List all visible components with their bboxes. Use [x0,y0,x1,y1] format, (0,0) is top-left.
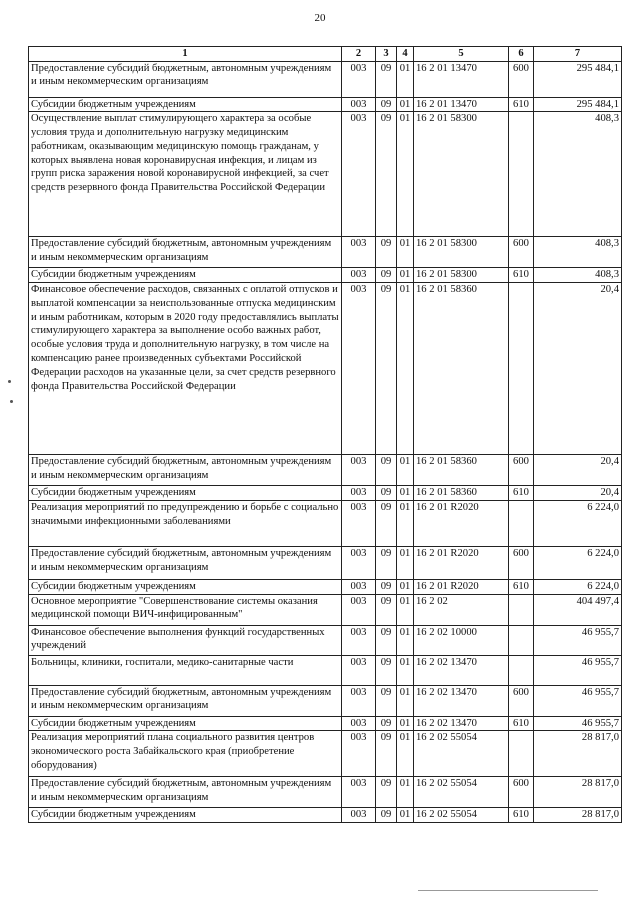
row-name: Субсидии бюджетным учреждениям [29,268,342,283]
row-code-subsection: 01 [397,685,414,716]
row-code-expense: 600 [509,546,534,579]
row-code-subsection: 01 [397,808,414,823]
row-name: Больницы, клиники, госпитали, медико-санитарные части [29,655,342,685]
row-code-target: 16 2 01 R2020 [414,579,509,594]
row-amount: 408,3 [534,112,622,237]
table-row [29,486,622,501]
row-code-section: 09 [376,625,397,655]
table-row [29,808,622,823]
table-row [29,112,622,237]
row-amount: 295 484,1 [534,97,622,112]
row-code-target: 16 2 02 13470 [414,655,509,685]
row-code-section: 09 [376,546,397,579]
scan-mark [8,380,11,383]
table-row [29,500,622,546]
row-amount: 20,4 [534,283,622,455]
row-code-admin: 003 [342,237,376,268]
row-code-section: 09 [376,97,397,112]
row-amount: 28 817,0 [534,808,622,823]
scan-mark [10,400,13,403]
row-code-expense [509,731,534,777]
row-code-target: 16 2 02 10000 [414,625,509,655]
table-body [29,61,622,823]
row-code-section: 09 [376,268,397,283]
table-row [29,594,622,625]
table-row [29,777,622,808]
row-code-section: 09 [376,731,397,777]
row-name: Предоставление субсидий бюджетным, автономным учреждениям и иным некоммерческим организациям [29,455,342,486]
row-code-section: 09 [376,455,397,486]
row-name: Субсидии бюджетным учреждениям [29,579,342,594]
row-name: Предоставление субсидий бюджетным, автономным учреждениям и иным некоммерческим организациям [29,237,342,268]
table-row [29,625,622,655]
row-code-expense: 610 [509,579,534,594]
row-amount: 295 484,1 [534,61,622,97]
header-col-7: 7 [534,47,622,62]
header-col-6: 6 [509,47,534,62]
row-code-admin: 003 [342,625,376,655]
row-code-target: 16 2 01 58300 [414,268,509,283]
row-code-subsection: 01 [397,546,414,579]
row-code-admin: 003 [342,268,376,283]
row-code-section: 09 [376,808,397,823]
row-name: Финансовое обеспечение расходов, связанных с оплатой отпусков и выплатой компенсации за неиспользованные отпуска медицинским и иным работникам, которым в 2020 году предоставлялись выплаты стимулирующего характера за выполнение особо важных работ, особые условия труда и дополнительную нагрузку, в том числе на компенсацию ранее произведенных субъектами Российской Федерации расходов на указанные цели, за счет средств резервного фонда Правительства Российской Федерации [29,283,342,455]
row-code-subsection: 01 [397,579,414,594]
row-code-section: 09 [376,237,397,268]
row-code-section: 09 [376,716,397,731]
row-code-expense [509,594,534,625]
row-code-admin: 003 [342,716,376,731]
row-code-expense [509,112,534,237]
row-code-admin: 003 [342,685,376,716]
row-code-admin: 003 [342,777,376,808]
row-name: Реализация мероприятий плана социального развития центров экономического роста Забайкальского края (приобретение оборудования) [29,731,342,777]
budget-table [28,46,622,823]
table-row [29,283,622,455]
row-code-subsection: 01 [397,716,414,731]
row-amount: 46 955,7 [534,655,622,685]
row-code-admin: 003 [342,546,376,579]
row-code-target: 16 2 01 58360 [414,283,509,455]
row-amount: 404 497,4 [534,594,622,625]
row-code-section: 09 [376,500,397,546]
row-name: Предоставление субсидий бюджетным, автономным учреждениям и иным некоммерческим организациям [29,777,342,808]
row-code-subsection: 01 [397,731,414,777]
row-amount: 20,4 [534,486,622,501]
table-header-row [29,47,622,62]
row-code-expense: 610 [509,268,534,283]
row-amount: 28 817,0 [534,731,622,777]
row-code-admin: 003 [342,579,376,594]
row-code-subsection: 01 [397,61,414,97]
table-row [29,455,622,486]
row-code-target: 16 2 01 13470 [414,97,509,112]
row-code-subsection: 01 [397,455,414,486]
row-amount: 28 817,0 [534,777,622,808]
row-code-subsection: 01 [397,112,414,237]
table-row [29,579,622,594]
row-amount: 408,3 [534,237,622,268]
row-code-target: 16 2 02 13470 [414,685,509,716]
row-code-target: 16 2 01 R2020 [414,500,509,546]
row-code-subsection: 01 [397,655,414,685]
row-name: Финансовое обеспечение выполнения функций государственных учреждений [29,625,342,655]
row-name: Предоставление субсидий бюджетным, автономным учреждениям и иным некоммерческим организациям [29,546,342,579]
row-amount: 6 224,0 [534,579,622,594]
row-code-target: 16 2 01 R2020 [414,546,509,579]
row-amount: 46 955,7 [534,716,622,731]
row-amount: 6 224,0 [534,500,622,546]
row-code-admin: 003 [342,112,376,237]
row-name: Основное мероприятие "Совершенствование системы оказания медицинской помощи ВИЧ-инфицированным" [29,594,342,625]
row-code-section: 09 [376,283,397,455]
row-code-subsection: 01 [397,237,414,268]
row-code-expense [509,625,534,655]
row-code-subsection: 01 [397,486,414,501]
row-code-expense [509,283,534,455]
row-code-section: 09 [376,112,397,237]
row-code-target: 16 2 01 58300 [414,237,509,268]
header-col-5: 5 [414,47,509,62]
table-row [29,685,622,716]
row-name: Осуществление выплат стимулирующего характера за особые условия труда и дополнительную нагрузку медицинским работникам, оказывающим медицинскую помощь гражданам, у которых выявлена новая коронавирусная инфекция, и лицам из групп риска заражения новой коронавирусной инфекцией, за счет средств резервного фонда Правительства Российской Федерации [29,112,342,237]
row-code-admin: 003 [342,594,376,625]
row-code-target: 16 2 01 58360 [414,455,509,486]
row-name: Предоставление субсидий бюджетным, автономным учреждениям и иным некоммерческим организациям [29,61,342,97]
row-code-section: 09 [376,777,397,808]
row-code-expense: 600 [509,455,534,486]
header-col-3: 3 [376,47,397,62]
row-code-section: 09 [376,579,397,594]
row-code-target: 16 2 01 58360 [414,486,509,501]
row-amount: 408,3 [534,268,622,283]
row-code-target: 16 2 02 55054 [414,777,509,808]
row-name: Субсидии бюджетным учреждениям [29,808,342,823]
row-amount: 46 955,7 [534,625,622,655]
table-row [29,97,622,112]
row-code-section: 09 [376,486,397,501]
row-code-target: 16 2 02 13470 [414,716,509,731]
row-code-expense: 610 [509,716,534,731]
row-code-target: 16 2 02 [414,594,509,625]
row-name: Предоставление субсидий бюджетным, автономным учреждениям и иным некоммерческим организациям [29,685,342,716]
row-code-expense: 600 [509,777,534,808]
row-amount: 20,4 [534,455,622,486]
row-code-expense: 600 [509,61,534,97]
table-row [29,61,622,97]
page-number: 20 [314,12,326,24]
row-name: Субсидии бюджетным учреждениям [29,486,342,501]
row-code-admin: 003 [342,486,376,501]
table-row [29,546,622,579]
row-code-subsection: 01 [397,283,414,455]
row-code-section: 09 [376,685,397,716]
row-code-expense [509,500,534,546]
row-code-admin: 003 [342,97,376,112]
row-code-section: 09 [376,594,397,625]
table-row [29,237,622,268]
row-code-admin: 003 [342,61,376,97]
row-code-expense: 610 [509,486,534,501]
row-code-target: 16 2 01 13470 [414,61,509,97]
header-col-1: 1 [29,47,342,62]
table-row [29,655,622,685]
bottom-rule [418,890,598,891]
header-col-2: 2 [342,47,376,62]
row-code-expense [509,655,534,685]
row-code-target: 16 2 02 55054 [414,808,509,823]
row-code-section: 09 [376,61,397,97]
row-code-subsection: 01 [397,777,414,808]
table-row [29,731,622,777]
row-code-admin: 003 [342,655,376,685]
row-name: Реализация мероприятий по предупреждению и борьбе с социально значимыми инфекционными заболеваниями [29,500,342,546]
row-code-admin: 003 [342,500,376,546]
row-name: Субсидии бюджетным учреждениям [29,97,342,112]
row-code-expense: 610 [509,808,534,823]
row-code-target: 16 2 01 58300 [414,112,509,237]
row-code-subsection: 01 [397,500,414,546]
row-code-subsection: 01 [397,268,414,283]
row-code-subsection: 01 [397,594,414,625]
row-code-expense: 610 [509,97,534,112]
row-code-admin: 003 [342,808,376,823]
row-code-admin: 003 [342,283,376,455]
row-amount: 46 955,7 [534,685,622,716]
row-code-section: 09 [376,655,397,685]
row-name: Субсидии бюджетным учреждениям [29,716,342,731]
row-code-subsection: 01 [397,625,414,655]
row-amount: 6 224,0 [534,546,622,579]
row-code-target: 16 2 02 55054 [414,731,509,777]
header-col-4: 4 [397,47,414,62]
row-code-admin: 003 [342,455,376,486]
table-row [29,716,622,731]
table-row [29,268,622,283]
row-code-expense: 600 [509,237,534,268]
row-code-expense: 600 [509,685,534,716]
row-code-subsection: 01 [397,97,414,112]
row-code-admin: 003 [342,731,376,777]
